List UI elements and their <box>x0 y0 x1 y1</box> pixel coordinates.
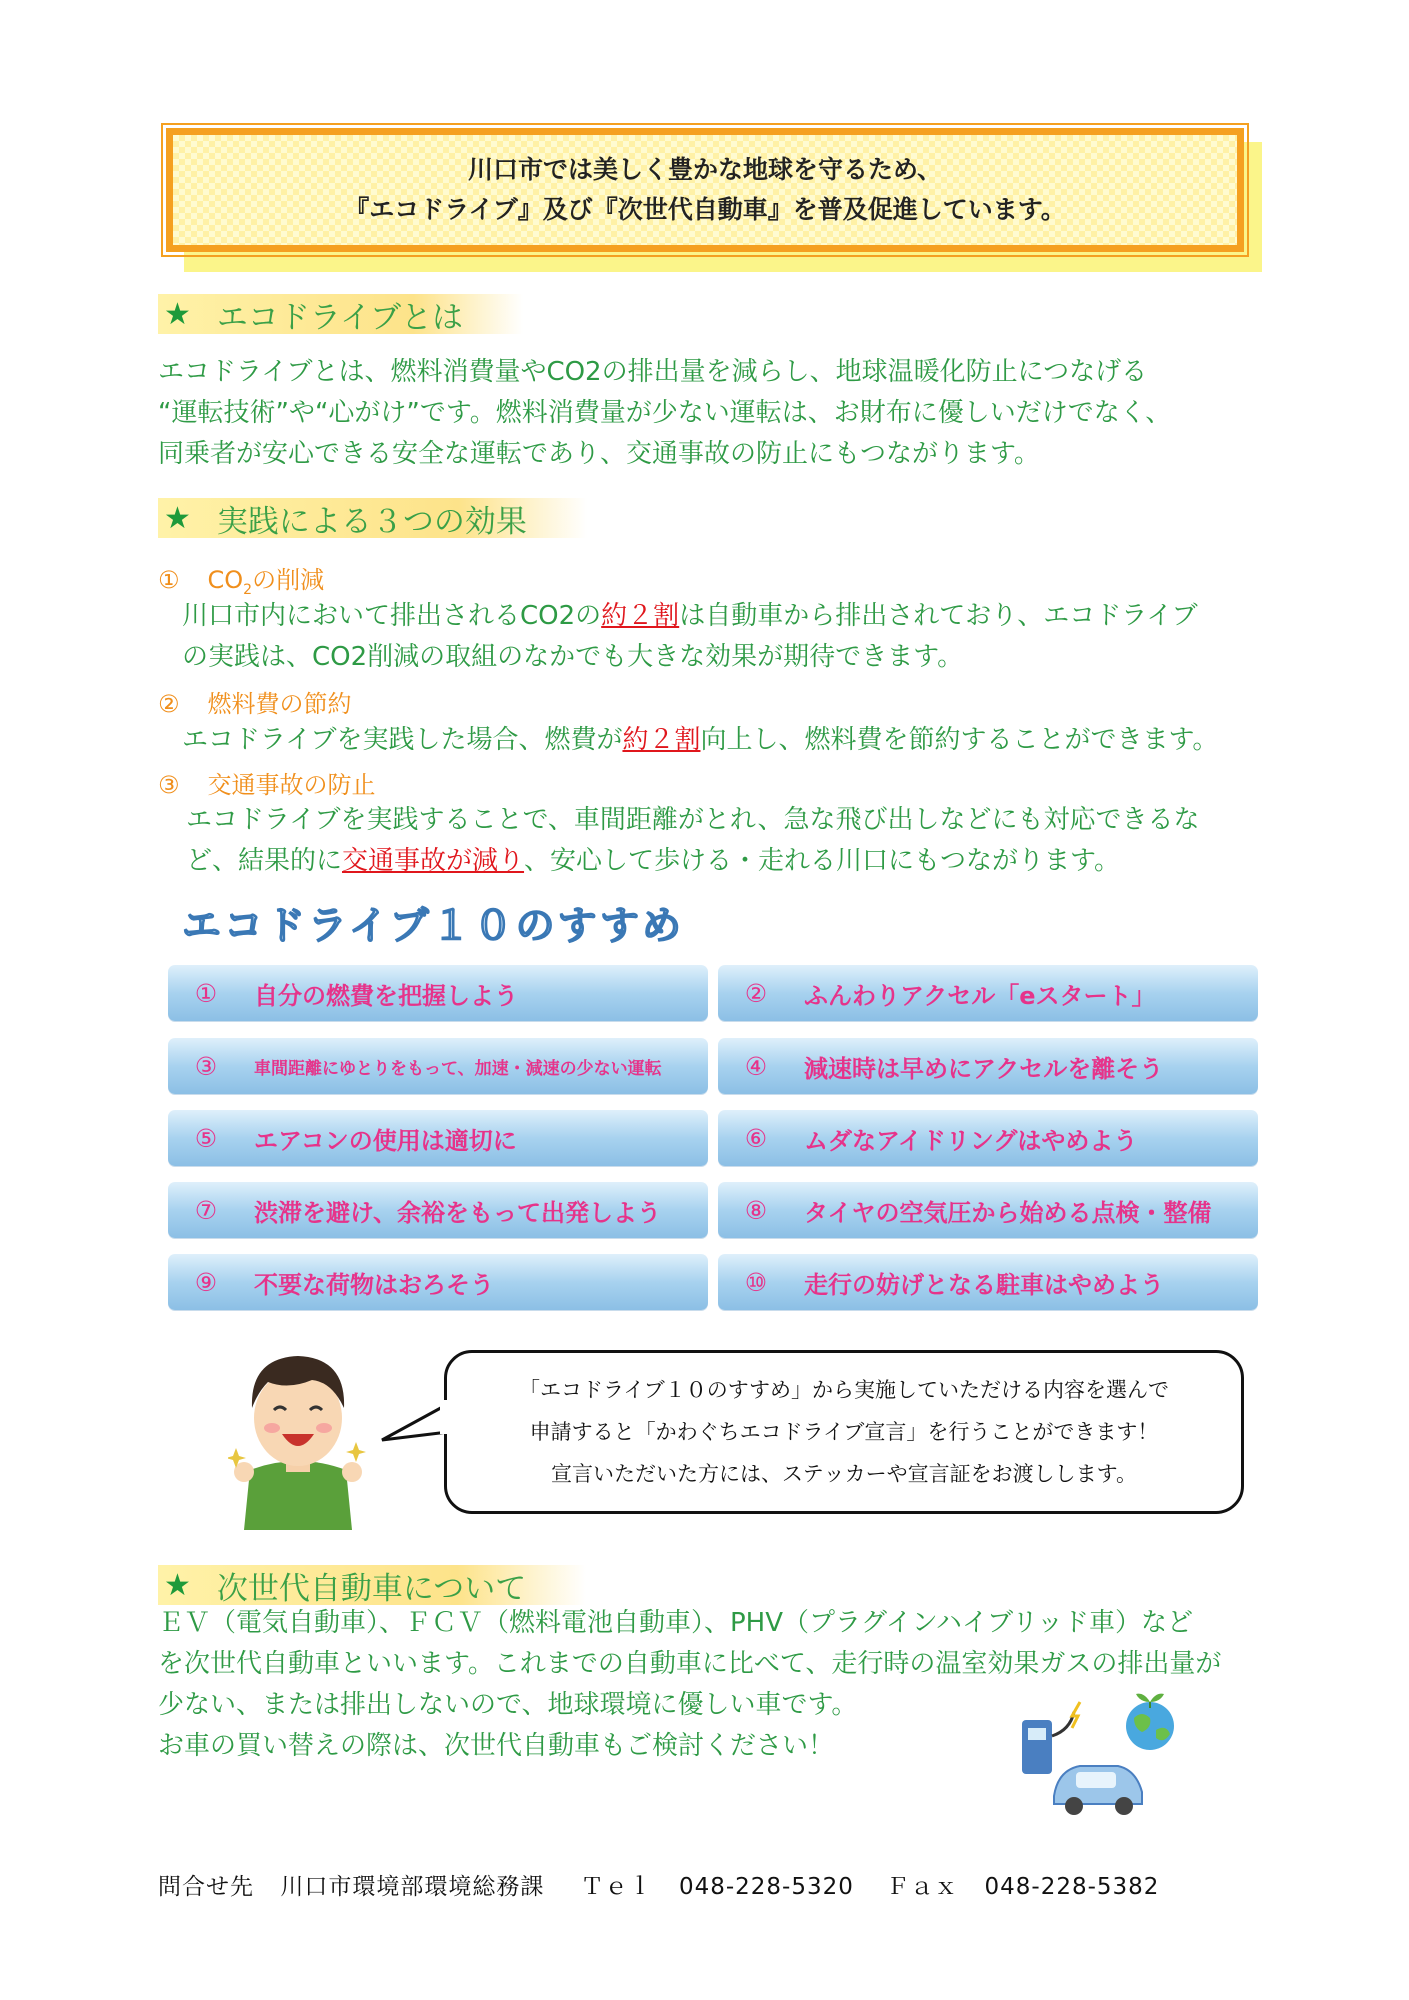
effect-title: CO <box>207 566 244 594</box>
tip-5[interactable] <box>168 1110 708 1166</box>
tip-number: ⑧ <box>744 1195 768 1225</box>
ecodrive-description <box>158 352 1278 475</box>
text-span: 川口市内において排出されるCO2の <box>182 601 602 631</box>
star-icon: ★ <box>164 500 191 536</box>
tip-number: ⑦ <box>194 1195 218 1225</box>
banner-line-1: 川口市では美しく豊かな地球を守るため、 <box>467 155 942 184</box>
text-span: エコドライブを実践した場合、燃費が <box>182 725 623 755</box>
smiling-man-illustration <box>228 1330 368 1530</box>
emphasis-text: 約２割 <box>601 601 680 631</box>
tip-number: ⑨ <box>194 1267 218 1297</box>
bubble-line: 宣言いただいた方には、ステッカーや宣言証をお渡しします。 <box>551 1462 1137 1486</box>
effect-heading-fuel <box>158 684 352 719</box>
tip-label: 車間距離にゆとりをもって、加速・減速の少ない運転 <box>254 1058 662 1079</box>
tip-label: 渋滞を避け、余裕をもって出発しよう <box>254 1198 662 1227</box>
text-line: エコドライブとは、燃料消費量やCO2の排出量を減らし、地球温暖化防止につなげる <box>158 357 1148 387</box>
tip-label: ふんわりアクセル「eスタート」 <box>804 981 1156 1010</box>
tip-number: ⑤ <box>194 1123 218 1153</box>
subscript: 2 <box>243 581 253 598</box>
text-line <box>182 596 1282 637</box>
tip-8[interactable] <box>718 1182 1258 1238</box>
star-icon: ★ <box>164 1567 191 1603</box>
tip-label: タイヤの空気圧から始める点検・整備 <box>804 1198 1212 1227</box>
effect-heading-safety <box>158 765 376 800</box>
emphasis-text: 交通事故が減り <box>342 846 525 876</box>
text-span: 、安心して歩ける・走れる川口にもつながります。 <box>524 846 1120 876</box>
effect-body-fuel <box>182 720 1282 761</box>
bubble-line: 申請すると「かわぐちエコドライブ宣言」を行うことができます！ <box>529 1420 1159 1444</box>
section-heading-ecodrive <box>158 294 523 334</box>
tel-label: Ｔｅｌ <box>580 1874 653 1900</box>
tip-label: 走行の妨げとなる駐車はやめよう <box>804 1270 1164 1299</box>
section-heading-effects <box>158 498 587 538</box>
text-line: を次世代自動車といいます。これまでの自動車に比べて、走行時の温室効果ガスの排出量が <box>158 1649 1222 1679</box>
tip-number: ⑥ <box>744 1123 768 1153</box>
text-line: ＥＶ（電気自動車）、ＦＣＶ（燃料電池自動車）、PHV（プラグインハイブリッド車）など <box>158 1608 1194 1638</box>
tip-4[interactable] <box>718 1038 1258 1094</box>
text-span: 向上し、燃料費を節約することができます。 <box>700 725 1219 755</box>
effect-title-suffix: の削減 <box>252 566 325 594</box>
contact-label: 問合せ先 <box>158 1874 254 1900</box>
tip-label: ムダなアイドリングはやめよう <box>804 1126 1138 1155</box>
fax-label: Ｆａｘ <box>886 1874 959 1900</box>
tel-number[interactable]: 048-228-5320 <box>678 1874 854 1900</box>
intro-banner <box>166 128 1244 252</box>
bubble-tail-join <box>440 1400 450 1434</box>
tip-6[interactable] <box>718 1110 1258 1166</box>
number-marker: ① <box>158 566 180 594</box>
section-heading-nextgen <box>158 1565 586 1605</box>
tip-label: 自分の燃費を把握しよう <box>254 981 518 1010</box>
text-line <box>182 720 1282 761</box>
text-span: ど、結果的に <box>186 846 343 876</box>
tip-label: 不要な荷物はおろそう <box>254 1270 494 1299</box>
tip-9[interactable] <box>168 1254 708 1310</box>
number-marker: ③ <box>158 771 180 799</box>
speech-bubble <box>444 1350 1244 1514</box>
text-line: 少ない、または排出しないので、地球環境に優しい車です。 <box>158 1690 858 1720</box>
tip-10[interactable] <box>718 1254 1258 1310</box>
tip-label: エアコンの使用は適切に <box>254 1126 517 1155</box>
effect-title: 燃料費の節約 <box>207 690 352 718</box>
section-title: エコドライブとは <box>216 299 464 336</box>
banner-line-2: 『エコドライブ』及び『次世代自動車』を普及促進しています。 <box>344 195 1066 224</box>
tip-7[interactable] <box>168 1182 708 1238</box>
text-line: お車の買い替えの際は、次世代自動車もご検討ください！ <box>158 1731 835 1761</box>
tip-number: ⑩ <box>744 1267 768 1297</box>
tip-3[interactable] <box>168 1038 708 1094</box>
effect-title: 交通事故の防止 <box>207 771 376 799</box>
text-line: の実践は、CO2削減の取組のなかでも大きな効果が期待できます。 <box>182 642 964 672</box>
number-marker: ② <box>158 690 180 718</box>
contact-department: 川口市環境部環境総務課 <box>280 1874 545 1900</box>
eco10-title: エコドライブ１０のすすめ <box>182 904 685 949</box>
effect-heading-co2 <box>158 560 324 598</box>
effect-body-safety <box>186 800 1286 882</box>
star-icon: ★ <box>164 296 191 332</box>
effect-body-co2 <box>182 596 1282 678</box>
text-line: エコドライブを実践することで、車間距離がとれ、急な飛び出しなどにも対応できるな <box>186 805 1200 835</box>
text-line: “運転技術”や“心がけ”です。燃料消費量が少ない運転は、お財布に優しいだけでなく、 <box>158 398 1172 428</box>
green-earth-icon <box>1122 1688 1178 1752</box>
tip-number: ④ <box>744 1051 768 1081</box>
tip-label: 減速時は早めにアクセルを離そう <box>804 1054 1164 1083</box>
tip-number: ① <box>194 978 218 1008</box>
text-span: は自動車から排出されており、エコドライブ <box>679 601 1198 631</box>
text-line: 同乗者が安心できる安全な運転であり、交通事故の防止にもつながります。 <box>158 439 1040 469</box>
contact-footer <box>158 1868 1159 1901</box>
bubble-line: 「エコドライブ１０のすすめ」から実施していただける内容を選んで <box>519 1378 1169 1402</box>
tip-1[interactable] <box>168 965 708 1021</box>
section-title: 次世代自動車について <box>216 1570 527 1607</box>
tip-number: ③ <box>194 1051 218 1081</box>
fax-number: 048-228-5382 <box>984 1874 1160 1900</box>
tip-number: ② <box>744 978 768 1008</box>
emphasis-text: 約２割 <box>622 725 701 755</box>
tip-2[interactable] <box>718 965 1258 1021</box>
section-title: 実践による３つの効果 <box>216 503 527 540</box>
text-line <box>186 841 1286 882</box>
